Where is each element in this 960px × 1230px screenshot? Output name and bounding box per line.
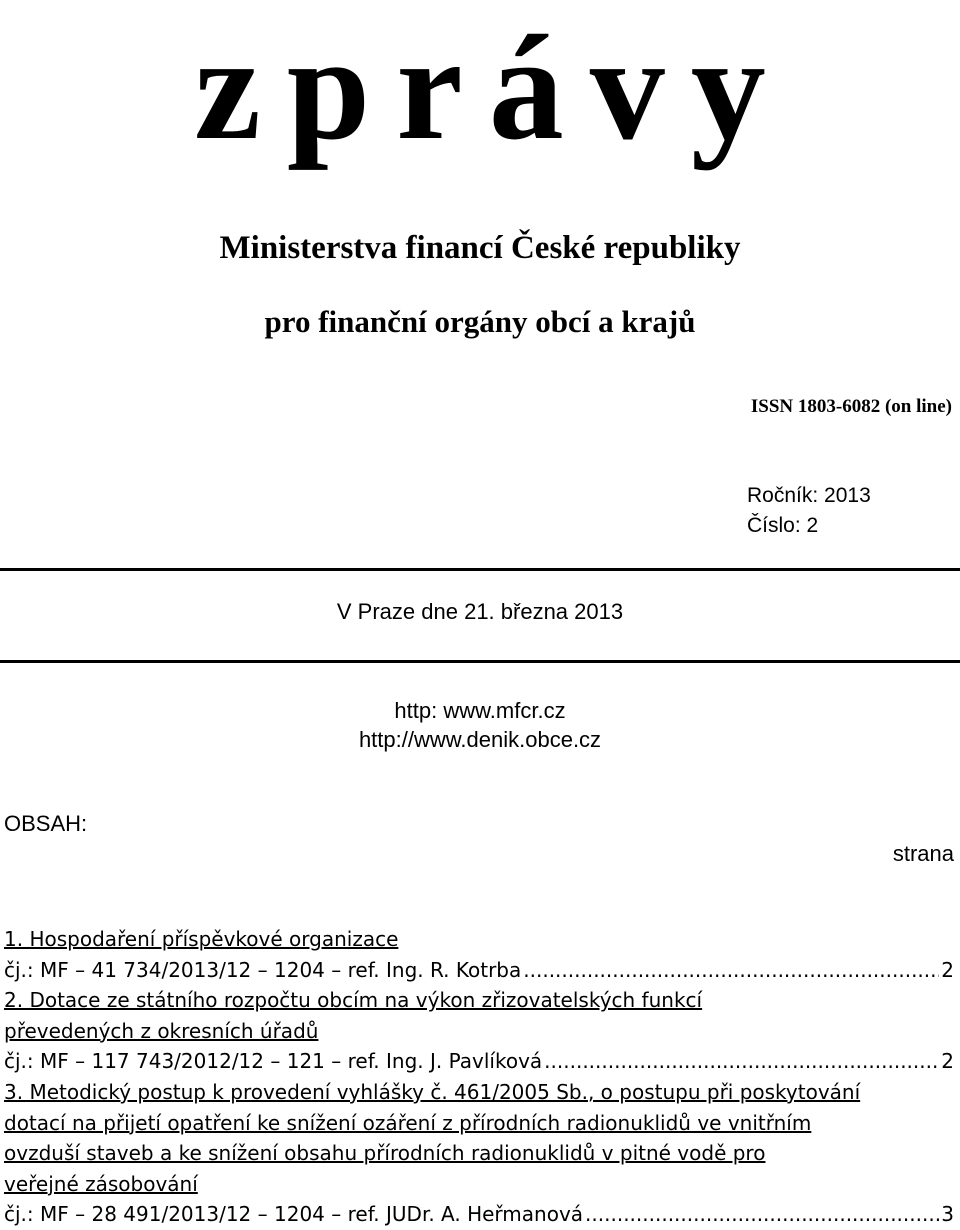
contents-heading: OBSAH: <box>4 811 88 836</box>
link-denik-obce[interactable]: http://www.denik.obce.cz <box>358 727 602 752</box>
toc-item-3-title-link[interactable]: 3. Metodický postup k provedení vyhlášky č. 461/2005 Sb. <box>4 1079 588 1104</box>
toc-leader <box>544 1046 939 1077</box>
divider-bottom <box>0 660 960 663</box>
issue-date: V Praze dne 21. března 2013 <box>336 599 624 624</box>
table-of-contents <box>4 924 954 1230</box>
page-column-label: strana <box>892 841 954 866</box>
toc-item-3-page: 3 <box>941 1202 954 1227</box>
toc-item-3-title-line-2[interactable]: dotací na přijetí opatření ke snížení ozáření z přírodních radionuklidů ve vnitřním <box>4 1110 812 1135</box>
volume-info <box>747 481 871 541</box>
website-links <box>0 696 960 754</box>
issn-number: ISSN 1803-6082 (on line) <box>750 396 952 417</box>
issue-number: Číslo: 2 <box>747 514 819 537</box>
toc-item-3-ref-text: čj.: MF – 28 491/2013/12 – 1204 – ref. JUDr. A. Heřmanová <box>4 1202 584 1227</box>
toc-item-3-title-rest[interactable]: , o postupu při poskytování <box>587 1079 861 1104</box>
volume-year: Ročník: 2013 <box>747 484 871 507</box>
toc-item-2-title-line-1[interactable]: 2. Dotace ze státního rozpočtu obcím na výkon zřizovatelských funkcí <box>4 988 703 1013</box>
toc-item-2-ref <box>4 1046 954 1077</box>
toc-item-2-page: 2 <box>941 1049 954 1074</box>
toc-item-1-page: 2 <box>941 957 954 982</box>
link-mfcr[interactable]: http: www.mfcr.cz <box>394 698 566 723</box>
divider-top <box>0 568 960 571</box>
toc-item-3-ref <box>4 1199 954 1230</box>
toc-leader <box>523 955 939 986</box>
audience-subtitle: pro finanční orgány obcí a krajů <box>264 304 696 339</box>
toc-leader <box>585 1199 939 1230</box>
toc-item-3-title-line-4[interactable]: veřejné zásobování <box>4 1171 198 1196</box>
toc-item-2-title-line-2[interactable]: převedených z okresních úřadů <box>4 1018 319 1043</box>
toc-item-3-title-line-3[interactable]: ovzduší staveb a ke snížení obsahu přírodních radionuklidů v pitné vodě pro <box>4 1141 766 1166</box>
publisher-title: Ministerstva financí České republiky <box>219 230 741 266</box>
toc-item-1-ref <box>4 955 954 986</box>
masthead-title: zprávy <box>194 5 792 171</box>
toc-item-1-title[interactable]: 1. Hospodaření příspěvkové organizace <box>4 927 399 951</box>
toc-item-1-ref-text: čj.: MF – 41 734/2013/12 – 1204 – ref. Ing. R. Kotrba <box>4 957 522 982</box>
toc-item-2-ref-text: čj.: MF – 117 743/2012/12 – 121 – ref. Ing. J. Pavlíková <box>4 1049 543 1074</box>
toc-item-3-title-line-1[interactable] <box>4 1077 954 1108</box>
